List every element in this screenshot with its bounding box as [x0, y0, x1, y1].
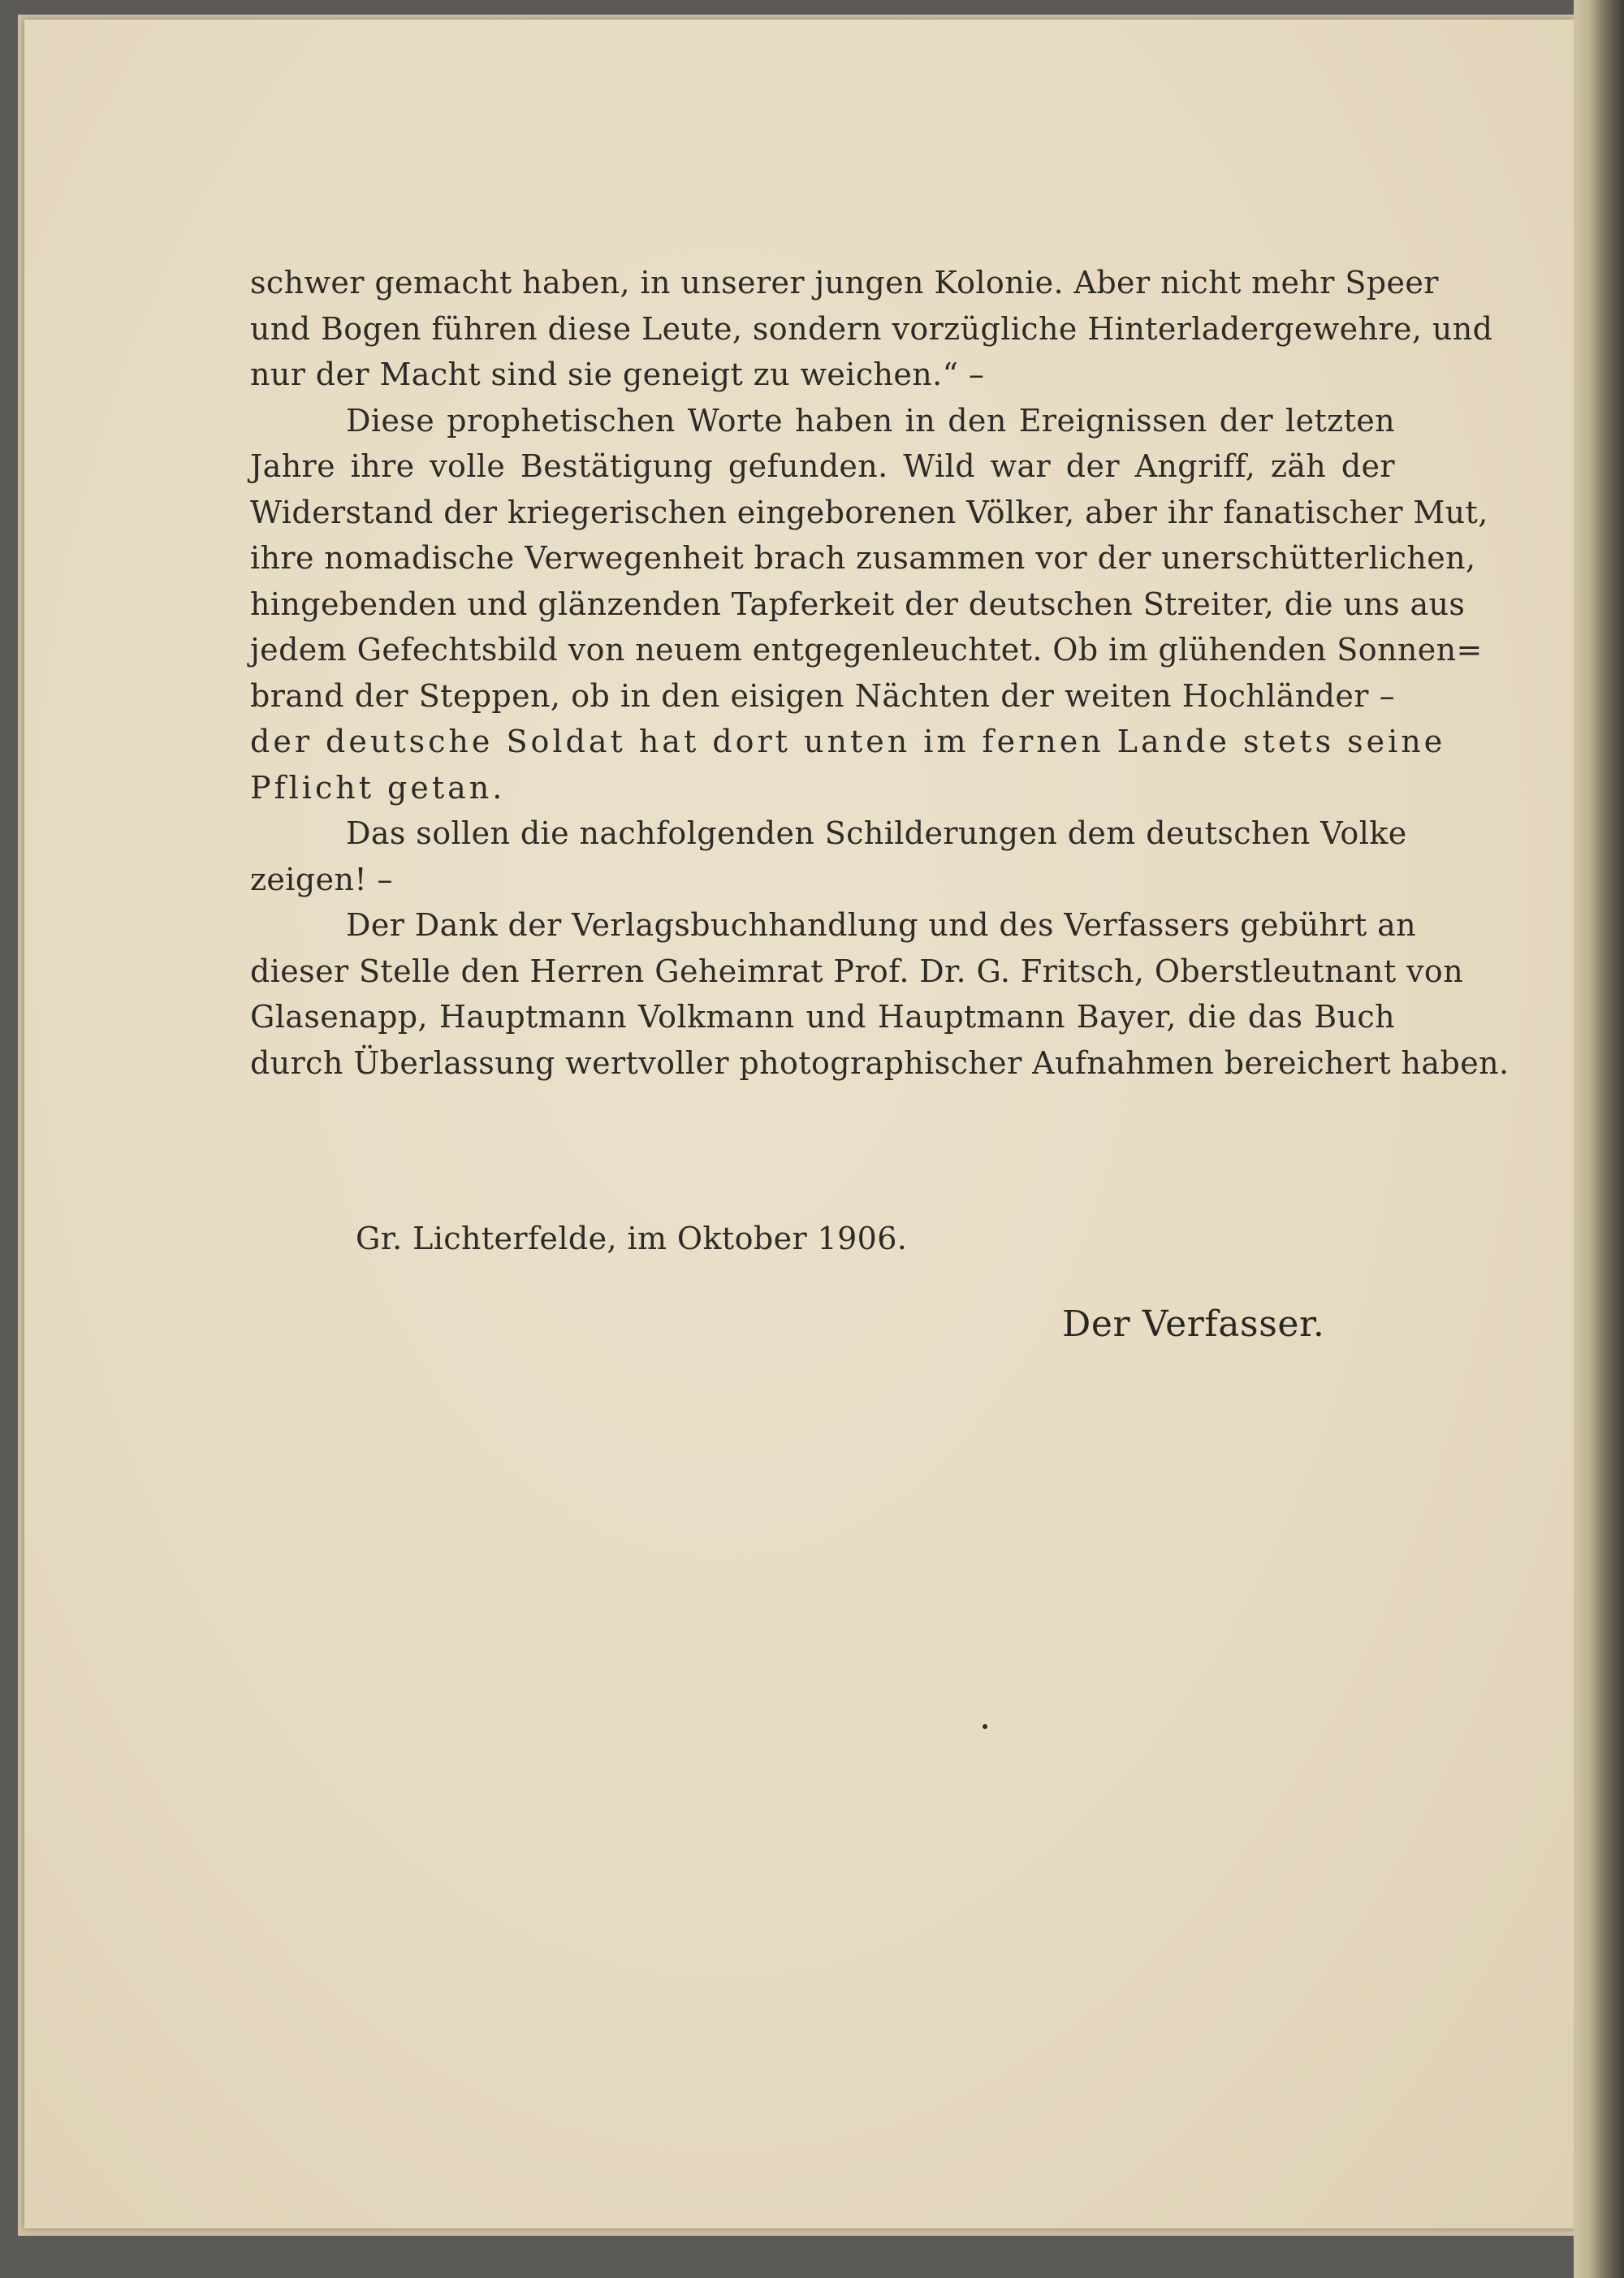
paragraph-start-line: Diese prophetischen Worte haben in den Ereignissen der letzten [346, 402, 1395, 439]
text-line: Jahre ihre volle Bestätigung gefunden. Wild war der Angriff, zäh der [250, 448, 1395, 484]
emphasized-text-line: der deutsche Soldat hat dort unten im fernen Lande stets seine [250, 724, 1446, 759]
paper-speck [983, 1724, 987, 1729]
body-text [250, 260, 1510, 1086]
text-line: durch Überlassung wertvoller photographischer Aufnahmen bereichert haben. [250, 1044, 1510, 1081]
author-signature: Der Verfasser. [1062, 1303, 1325, 1345]
text-line: dieser Stelle den Herren Geheimrat Prof. Dr. G. Fritsch, Oberstleutnant von [250, 953, 1464, 989]
book-spine [1574, 0, 1624, 2278]
emphasized-text-line: Pflicht getan. [250, 769, 506, 806]
text-line: ihre nomadische Verwegenheit brach zusammen vor der unerschütterlichen, [250, 540, 1476, 576]
paragraph-start-line: Der Dank der Verlagsbuchhandlung und des Verfassers gebührt an [346, 907, 1417, 943]
text-line: hingebenden und glänzenden Tapferkeit der deutschen Streiter, die uns aus [250, 586, 1466, 622]
text-line: Glasenapp, Hauptmann Volkmann und Hauptmann Bayer, die das Buch [250, 999, 1395, 1035]
text-line: nur der Macht sind sie geneigt zu weichen.“ – [250, 357, 985, 392]
text-line: zeigen! – [250, 861, 393, 897]
text-line: und Bogen führen diese Leute, sondern vorzügliche Hinterladergewehre, und [250, 310, 1493, 347]
text-line: schwer gemacht haben, in unserer jungen Kolonie. Aber nicht mehr Speer [250, 265, 1439, 300]
place-and-date: Gr. Lichterfelde, im Oktober 1906. [356, 1221, 908, 1256]
paragraph-start-line: Das sollen die nachfolgenden Schilderungen dem deutschen Volke [346, 815, 1407, 851]
text-line: jedem Gefechtsbild von neuem entgegenleuchtet. Ob im glühenden Sonnen= [250, 632, 1483, 668]
text-line: Widerstand der kriegerischen eingeborenen Völker, aber ihr fanatischer Mut, [250, 494, 1488, 530]
text-line: brand der Steppen, ob in den eisigen Nächten der weiten Hochländer – [250, 677, 1395, 714]
